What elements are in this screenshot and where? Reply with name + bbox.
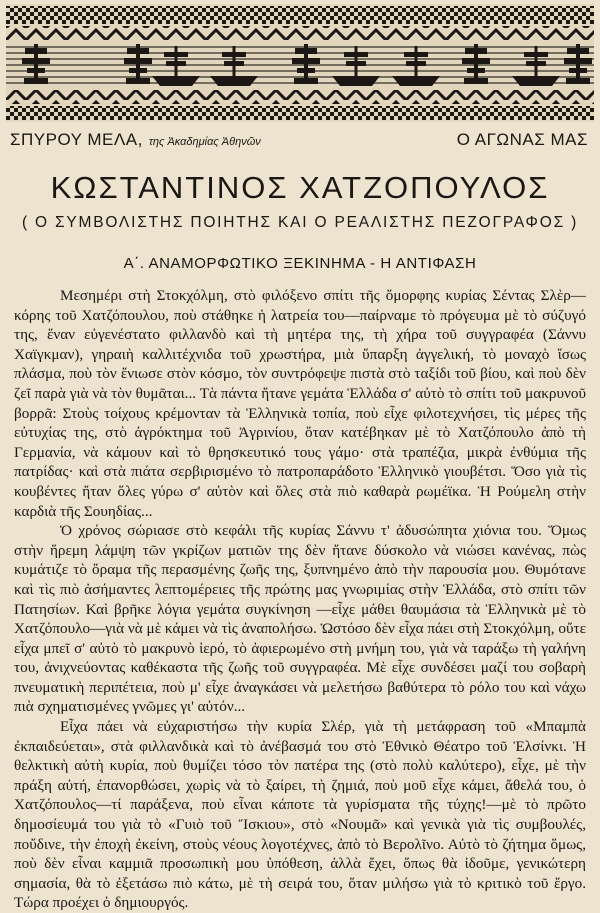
section-title: Ο ΑΓΩΝΑΣ ΜΑΣ (456, 130, 588, 149)
chapter-heading: Α΄. ΑΝΑΜΟΡΦΩΤΙΚΟ ΞΕΚΙΝΗΜΑ - Η ΑΝΤΙΦΑΣΗ (123, 255, 477, 272)
woven-banner-ornament (6, 4, 594, 122)
article-body (14, 286, 586, 913)
paragraph: Ὁ χρόνος σώριασε στὸ κεφάλι τῆς κυρίας Σάννυ τ' ἀδυσώπητα χιόνια του. Ὅμως στὴν ἥρεμη λάμψη τῶν γκρίζων ματιῶν της δὲν ἤτανε δύσκολο νὰ νιώσει κανένας, πὼς κυμάτιζε τὸ ὅραμα τῆς περασμένης ζωῆς της, ξυπνημένο ἀπὸ τὴν παρουσία μου. Θυμότανε καὶ τὶς πιὸ ἀσήμαντες λεπτομέρειες τῆς πρώτης μας γνωριμίας στὴν Ἑλλάδα, στὸ σπίτι τῶν Πατησίων. Καὶ βρῆκε λόγια γεμάτα συγκίνηση —εἶχε μάθει θαυμάσια τὰ Ἑλληνικὰ μὲ τὸ Χατζόπουλο—γιὰ νὰ μὲ κάμει νὰ τὶς ἀναπολήσω. Ὡστόσο δὲν εἶχα πάει στὴ Στοκχόλμη, οὔτε εἶχα μπεῖ σ' αὐτὸ τὸ μακρυνὸ ἱερό, τὸ ἀφιερωμένο στὴ μνήμη του, γιὰ νὰ ταράξω τὴ γαλήνη του, ἀνιχνεύοντας καθέκαστα τῆς ζωῆς τοῦ συγγραφέα. Μὲ εἶχε συνδέσει μαζί του σοβαρὴ πνευματικὴ περιπέτεια, ποὺ μ' εἶχε ἀναγκάσει νὰ μελετήσω βαθύτερα τὸ ρόλο του καὶ νάχω πιὰ σχηματισμένες γνῶμες γι' αὐτόν... (14, 522, 586, 716)
article-title: ΚΩΣΤΑΝΤΙΝΟΣ ΧΑΤΖΟΠΟΥΛΟΣ (50, 170, 550, 205)
tree-motif-icon (292, 44, 320, 84)
tree-motif-icon (124, 44, 152, 84)
tree-motif-icon (22, 44, 50, 84)
article-subtitle: ( Ο ΣΥΜΒΟΛΙΣΤΗΣ ΠΟΙΗΤΗΣ ΚΑΙ Ο ΡΕΑΛΙΣΤΗΣ ΠΕΖΟΓΡΑΦΟΣ ) (21, 214, 579, 231)
tree-motif-icon (462, 44, 490, 84)
author-name: ΣΠΥΡΟΥ ΜΕΛΑ, της Ἀκαδημίας Ἀθηνῶν (10, 130, 261, 149)
byline-row (10, 130, 588, 156)
paragraph: Μεσημέρι στὴ Στοκχόλμη, στὸ φιλόξενο σπίτι τῆς ὅμορφης κυρίας Σέντας Σλὲρ—κόρης τοῦ Χατζόπουλου, ποὺ στάθηκε ἡ λατρεία του—παίρναμε τὸ πρόγευμα μὲ τὸ σύζυγό της, ἕναν εὐγενέστατο φιλλανδὸ καὶ τὴ μητέρα της, τὴ χήρα τοῦ συγγραφέα (Σάννυ Χαϊγκμαν), γηραιὴ καλλιτέχνιδα τοῦ χρωστήρα, μιὰ ὕπαρξη ἀγγελική, τὸ μοναχὸ ἴσως πλάσμα, ποὺ τὸν ἔνιωσε στὸν κόσμο, τὸν συντρόφεψε πιστὰ στὸ ταξίδι τοῦ βίου, καὶ ποὺ δὲν ζεῖ παρὰ γιὰ νὰ τὸν θυμᾶται... Τὰ πάντα ἤτανε γεμάτα Ἑλλάδα σ' αὐτὸ τὸ σπίτι τοῦ μακρυνοῦ βορρᾶ: Στοὺς τοίχους κρέμονταν τὰ Ἑλληνικὰ τοπία, ποὺ εἶχε φιλοτεχνήσει, τὶς μέρες τῆς εὐτυχίας της, στὸ ἀγρόκτημα τοῦ Ἀγρινίου, ὅταν κατέβηκαν μὲ τὸ Χατζόπουλο ἀπὸ τὴ Γερμανία, νὰ κάμουν καὶ τὸ θρησκευτικό τους γάμο· στὰ τραπέζια, μικρὰ ἐνθύμια τῆς πατρίδας· καὶ στὰ πιάτα σερβιρισμένο τὸ πατροπαράδοτο Ἑλληνικὸ γιουβέτσι. Ὅσο γιὰ τὶς κουβέντες ἤταν ὅλες γύρω σ' αὐτὸν καὶ ὅλες στὰ πιὸ καθαρὰ ρωμέϊκα. Ἡ Ρούμελη στὴν καρδιὰ τῆς Σουηδίας... (14, 287, 586, 520)
author-affiliation: της Ἀκαδημίας Ἀθηνῶν (148, 136, 261, 148)
tree-motif-icon (564, 44, 592, 84)
paragraph: Εἶχα πάει νὰ εὐχαριστήσω τὴν κυρία Σλέρ, γιὰ τὴ μετάφραση τοῦ «Μπαμπὰ ἐκπαιδεύεται», στὰ φιλλανδικὰ καὶ τὸ ἀνέβασμά του στὸ Ἐθνικὸ Θέατρο τοῦ Ἐλσίνκι. Ἡ θελκτικὴ αὐτὴ κυρία, ποὺ θυμίζει τόσο τὸν πατέρα της (στὸ πολὺ καλύτερο), εἶχε, μὲ τὴν πράξη αὐτή, ἐπανορθώσει, χωρὶς νὰ τὸ ξαίρει, τὴ ζημιά, ποὺ μοῦ εἶχε κάμει, ἄθελά του, ὁ Χατζόπουλος—τί παράξενα, ποὺ εἶναι κάποτε τὰ γυρίσματα τῆς τύχης!—μὲ τὸ πρῶτο δημοσίευμά του γιὰ τὸ «Γυιὸ τοῦ Ἴσκιου», στὸ «Νουμᾶ» καὶ γενικὰ γιὰ τὶς συμβουλές, ποὔδινε, τὴν ἐποχὴ ἐκείνη, στοὺς νέους λογοτέχνες, ἀπὸ τὸ Βερολῖνο. Αὐτὸ τὸ ζήτημα ὅμως, ποὺ δὲν εἶναι καμμιᾶ προσωπικὴ μου ὑπόθεση, ἀλλὰ ἔχει, ὅπως θὰ ἰδοῦμε, γενικώτερη σημασία, θὰ τὸ ἐξετάσω πιὸ κάτω, μὲ τὴ σειρά του, ὅταν μιλήσω γιὰ τὸ κριτικὸ τοῦ ἔργο. Τώρα προέχει ὁ δημιουργός. (14, 718, 586, 912)
